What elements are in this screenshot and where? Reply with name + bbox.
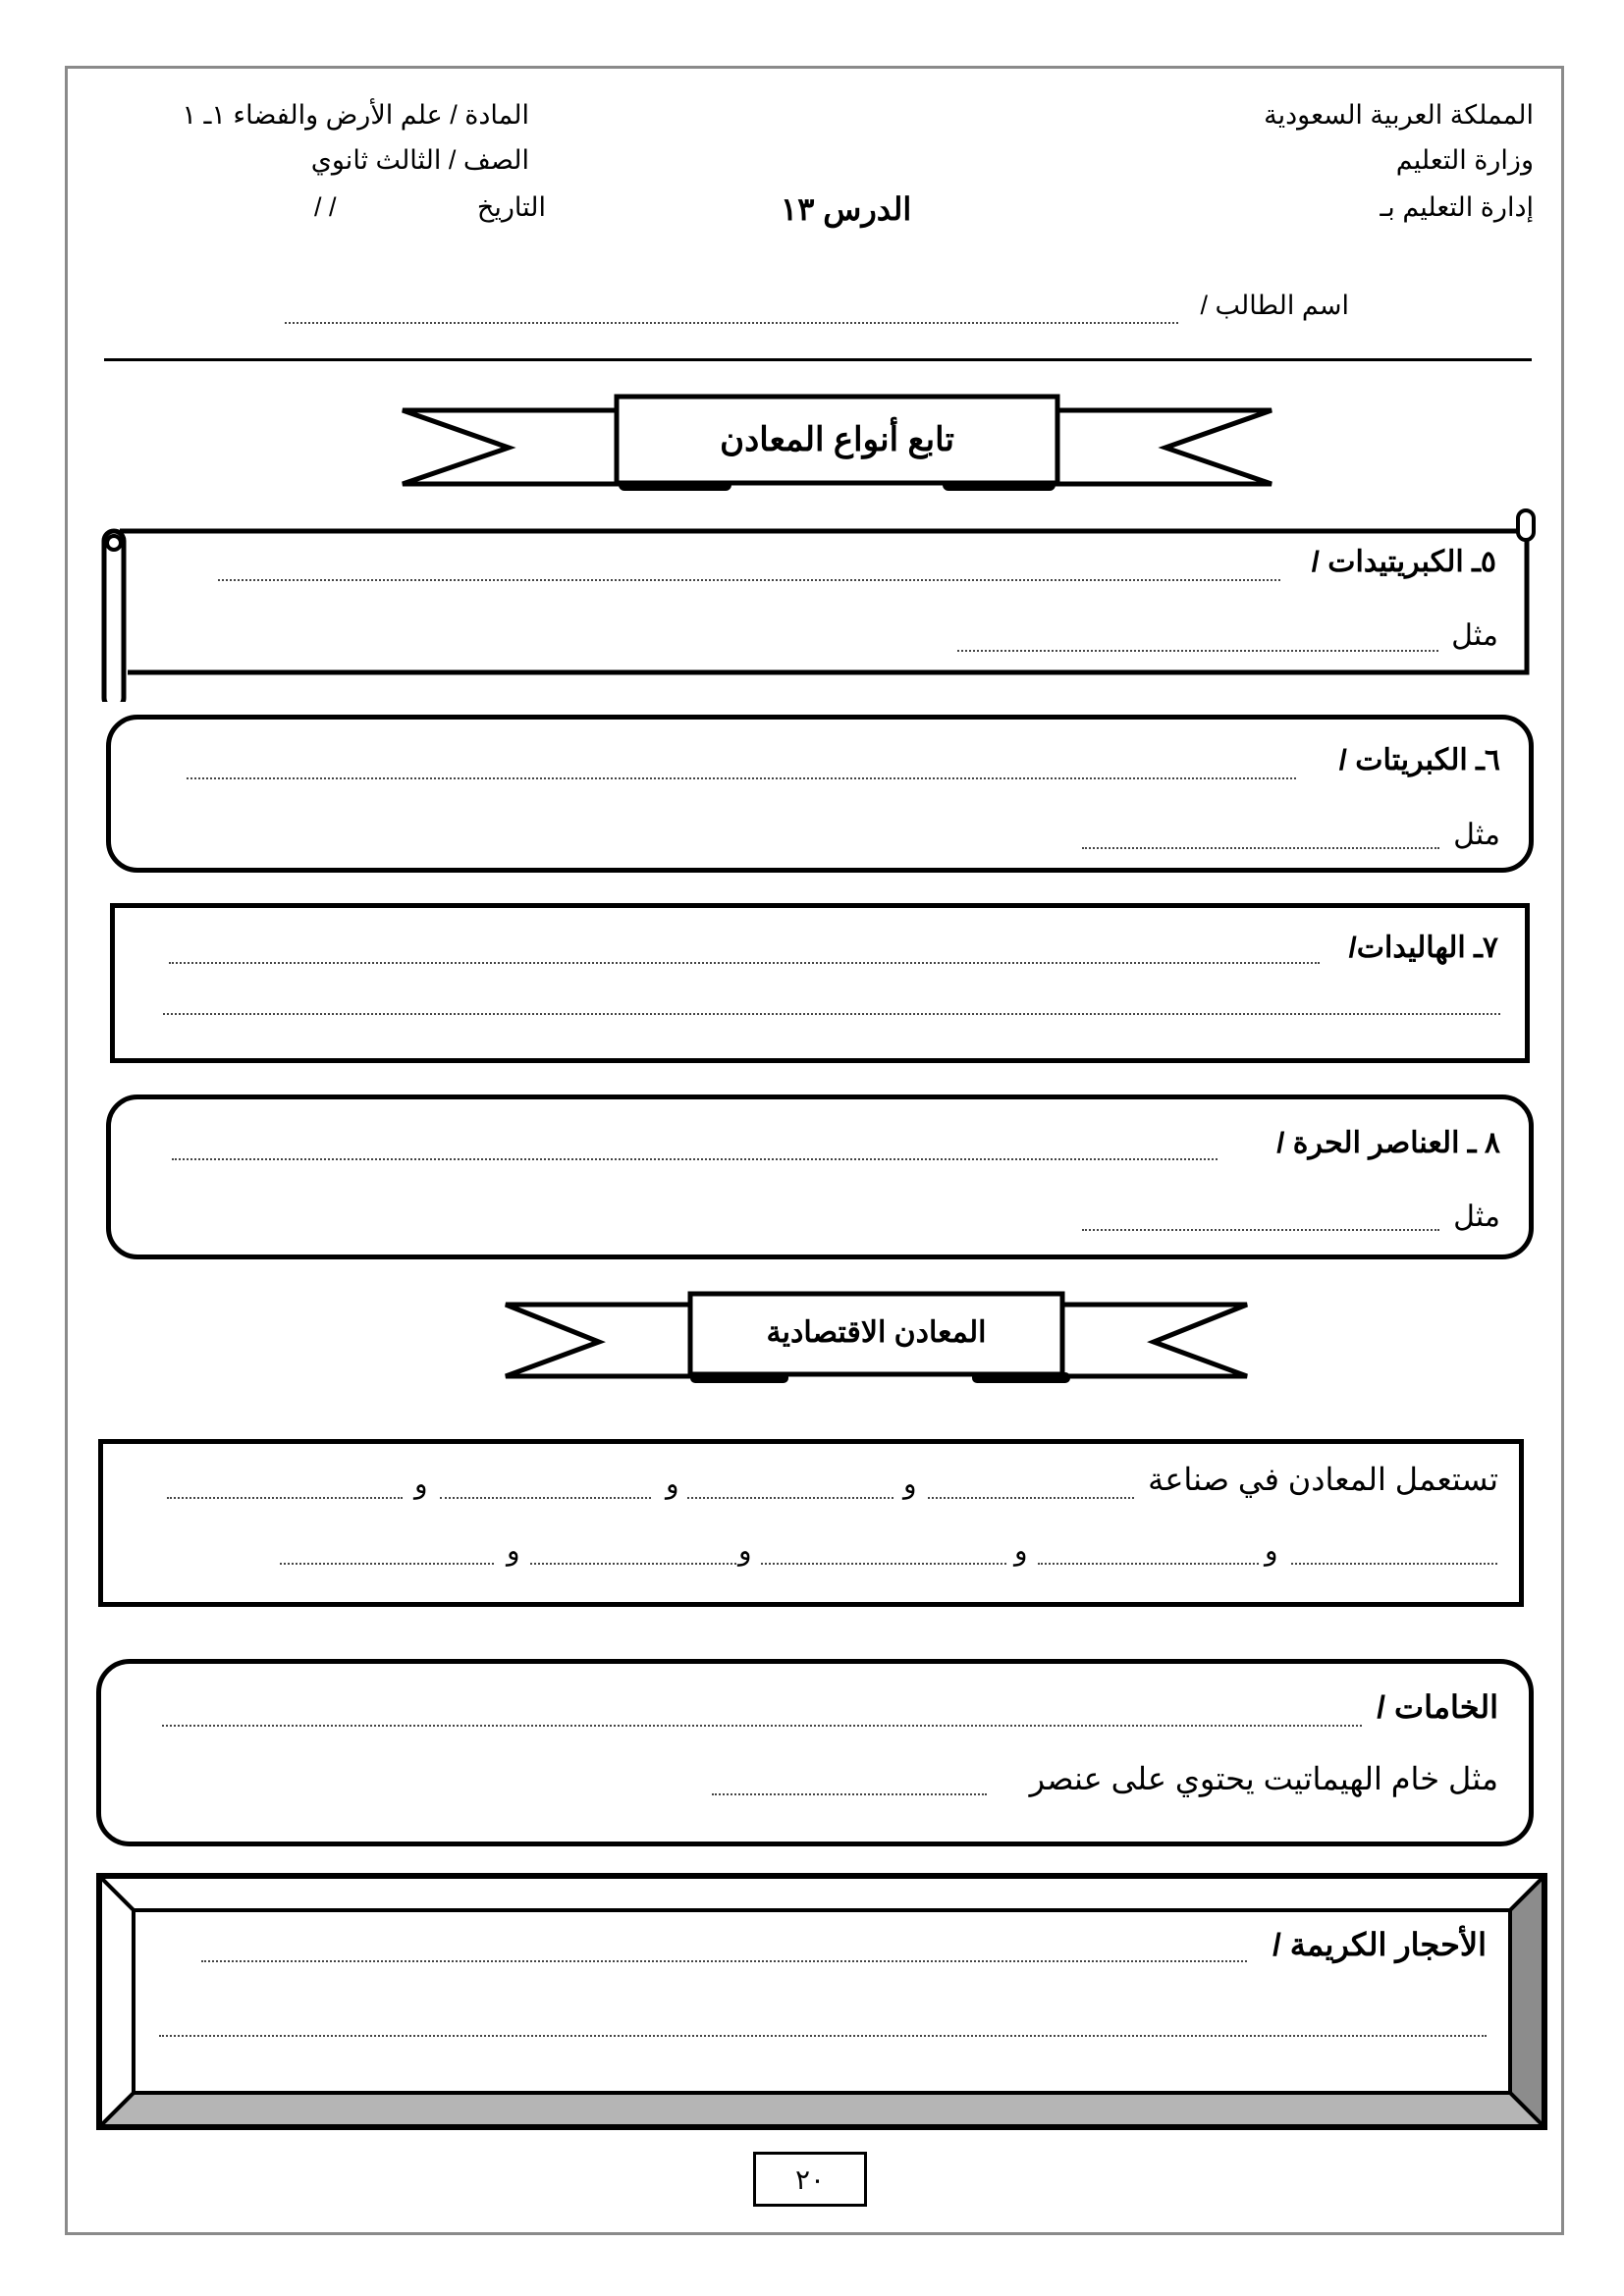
uses-blank-6[interactable] — [530, 1563, 736, 1565]
section-7-box — [110, 903, 1530, 1063]
date-slashes: / / — [314, 192, 337, 222]
uses-blank-5[interactable] — [280, 1563, 494, 1565]
section-5-example-label: مثل — [1451, 619, 1498, 652]
ores-element-line[interactable] — [712, 1793, 987, 1795]
uses-blank-1[interactable] — [167, 1497, 403, 1499]
uses-and-5: و — [738, 1535, 752, 1566]
uses-blank-4[interactable] — [928, 1497, 1134, 1499]
section-8-title: ٨ ـ العناصر الحرة / — [1276, 1127, 1500, 1159]
section-5-answer-line[interactable] — [218, 579, 1280, 581]
student-name-label: اسم الطالب / — [1200, 291, 1349, 320]
ministry-name: وزارة التعليم — [1395, 145, 1534, 175]
gems-title: الأحجار الكريمة / — [1272, 1927, 1487, 1962]
uses-blank-8[interactable] — [1038, 1563, 1259, 1565]
uses-blank-2[interactable] — [440, 1497, 651, 1499]
ores-example: مثل خام الهيماتيت يحتوي على عنصر — [1029, 1761, 1498, 1796]
section-7-answer-line-1[interactable] — [169, 962, 1320, 964]
section-8-box — [106, 1095, 1534, 1259]
header-divider — [104, 358, 1532, 361]
section-8-example-label: مثل — [1453, 1201, 1500, 1233]
section-8-example-line[interactable] — [1082, 1229, 1439, 1231]
uses-blank-9[interactable] — [1291, 1563, 1497, 1565]
country-name: المملكة العربية السعودية — [1264, 100, 1534, 130]
scroll-frame-5 — [98, 506, 1542, 702]
uses-and-7: و — [1265, 1535, 1278, 1566]
grade-label: الصف / الثالث ثانوي — [310, 145, 529, 175]
section-6-example-label: مثل — [1453, 819, 1500, 851]
banner-title-2: المعادن الاقتصادية — [766, 1315, 987, 1349]
section-6-answer-line[interactable] — [187, 777, 1296, 779]
page-number: ٢٠ — [753, 2152, 867, 2207]
banner-title-1: تابع أنواع المعادن — [720, 421, 954, 458]
section-6-title: ٦ـ الكبريتات / — [1338, 744, 1500, 776]
ores-answer-line[interactable] — [162, 1725, 1362, 1727]
section-7-title: ٧ـ الهاليدات/ — [1348, 932, 1498, 964]
subject-label: المادة / علم الأرض والفضاء ١ـ ١ — [182, 100, 529, 130]
uses-blank-3[interactable] — [687, 1497, 893, 1499]
section-7-answer-line-2[interactable] — [163, 1013, 1500, 1015]
uses-and-2: و — [666, 1468, 679, 1499]
uses-blank-7[interactable] — [761, 1563, 1006, 1565]
directorate-name: إدارة التعليم بـ — [1380, 192, 1534, 222]
uses-and-6: و — [1014, 1535, 1028, 1566]
student-name-field[interactable] — [285, 322, 1178, 324]
date-label: التاريخ — [476, 192, 546, 222]
ores-title: الخامات / — [1377, 1689, 1498, 1725]
gems-answer-line-1[interactable] — [201, 1960, 1247, 1962]
section-8-answer-line[interactable] — [172, 1158, 1218, 1160]
section-6-example-line[interactable] — [1082, 847, 1439, 849]
gems-answer-line-2[interactable] — [159, 2035, 1487, 2037]
lesson-title: الدرس ١٣ — [781, 191, 912, 227]
uses-and-4: و — [507, 1535, 520, 1566]
section-5-title: ٥ـ الكبريتيدات / — [1311, 546, 1496, 578]
uses-and-1: و — [414, 1468, 428, 1499]
section-5-example-line[interactable] — [957, 650, 1438, 652]
uses-and-3: و — [903, 1468, 917, 1499]
uses-prefix: تستعمل المعادن في صناعة — [1148, 1462, 1498, 1497]
ores-box — [96, 1659, 1534, 1846]
gems-frame — [96, 1873, 1547, 2130]
